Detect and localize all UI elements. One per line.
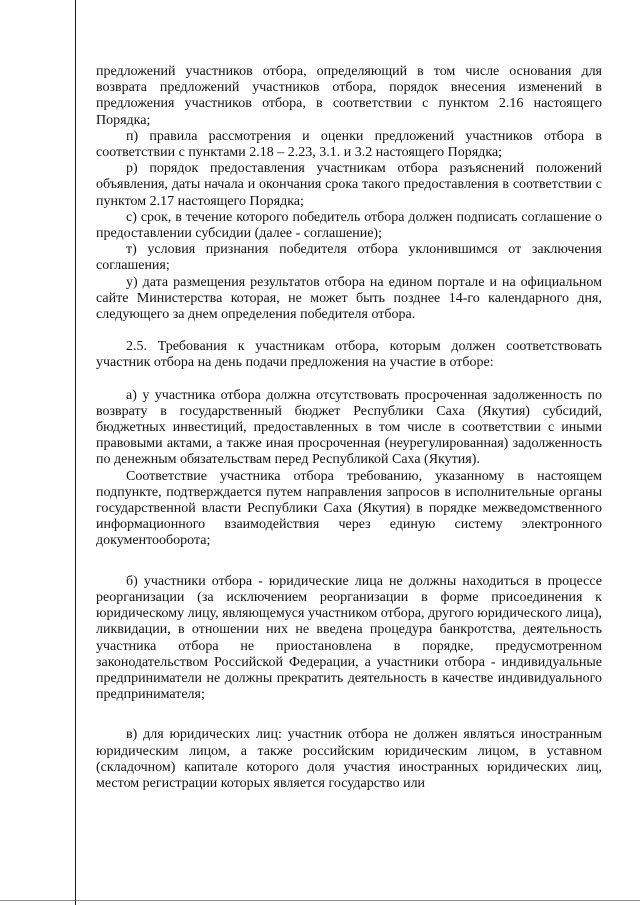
paragraph-item-b: б) участники отбора - юридические лица не должны находиться в процессе реорганизации (за исключением реорганизации в форме присоединения к юридическому лицу, являющемуся участником отбора, другого юридического лица), ликвидации, в отношении них не введена процедура банкротства, деятельность участника отбора не приостановлена в порядке, предусмотренном законодательством Российской Федерации, а участники отбора - индивидуальные предприниматели не должны прекратить деятельность в качестве индивидуального предпринимателя; <box>96 573 602 703</box>
bottom-edge-line <box>0 900 640 901</box>
paragraph-section-2-5: 2.5. Требования к участникам отбора, которым должен соответствовать участник отбора на день подачи предложения на участие в отборе: <box>96 339 602 371</box>
paragraph-compliance: Соответствие участника отбора требованию, указанному в настоящем подпункте, подтверждается путем направления запросов в исполнительные органы государственной власти Республики Саха (Якутия) в порядке межведомственного информационного взаимодействия через единую систему электронного документооборота; <box>96 468 602 549</box>
document-page <box>96 64 602 792</box>
paragraph-item-t: т) условия признания победителя отбора уклонившимся от заключения соглашения; <box>96 242 602 274</box>
paragraph-continuation: предложений участников отбора, определяющий в том числе основания для возврата предложений участников отбора, порядок внесения изменений в предложения участников отбора, в соответствии с пунктом 2.16 настоящего Порядка; <box>96 64 602 128</box>
paragraph-item-p: п) правила рассмотрения и оценки предложений участников отбора в соответствии с пунктами 2.18 – 2.23, 3.1. и 3.2 настоящего Порядка; <box>96 128 602 161</box>
paragraph-item-r: р) порядок предоставления участникам отбора разъяснений положений объявления, даты начала и окончания срока такого предоставления в соответствии с пунктом 2.17 настоящего Порядка; <box>96 161 602 209</box>
paragraph-item-s: с) срок, в течение которого победитель отбора должен подписать соглашение о предоставлении субсидии (далее - соглашение); <box>96 209 602 242</box>
paragraph-item-a: а) у участника отбора должна отсутствовать просроченная задолженность по возврату в государственный бюджет Республики Саха (Якутия) субсидий, бюджетных инвестиций, предоставленных в том числе в соответствии с иными правовыми актами, а также иная просроченная (неурегулированная) задолженность по денежным обязательствам перед Республикой Саха (Якутия). <box>96 387 602 468</box>
margin-rule-vertical <box>75 0 76 905</box>
paragraph-item-v: в) для юридических лиц: участник отбора не должен являться иностранным юридическим лицом, а также российским юридическим лицом, в уставном (складочном) капитале которого доля участия иностранных юридических лиц, местом регистрации которых является государство или <box>96 727 602 791</box>
paragraph-item-u: у) дата размещения результатов отбора на едином портале и на официальном сайте Министерства которая, не может быть позднее 14-го календарного дня, следующего за днем определения победителя отбора. <box>96 274 602 323</box>
